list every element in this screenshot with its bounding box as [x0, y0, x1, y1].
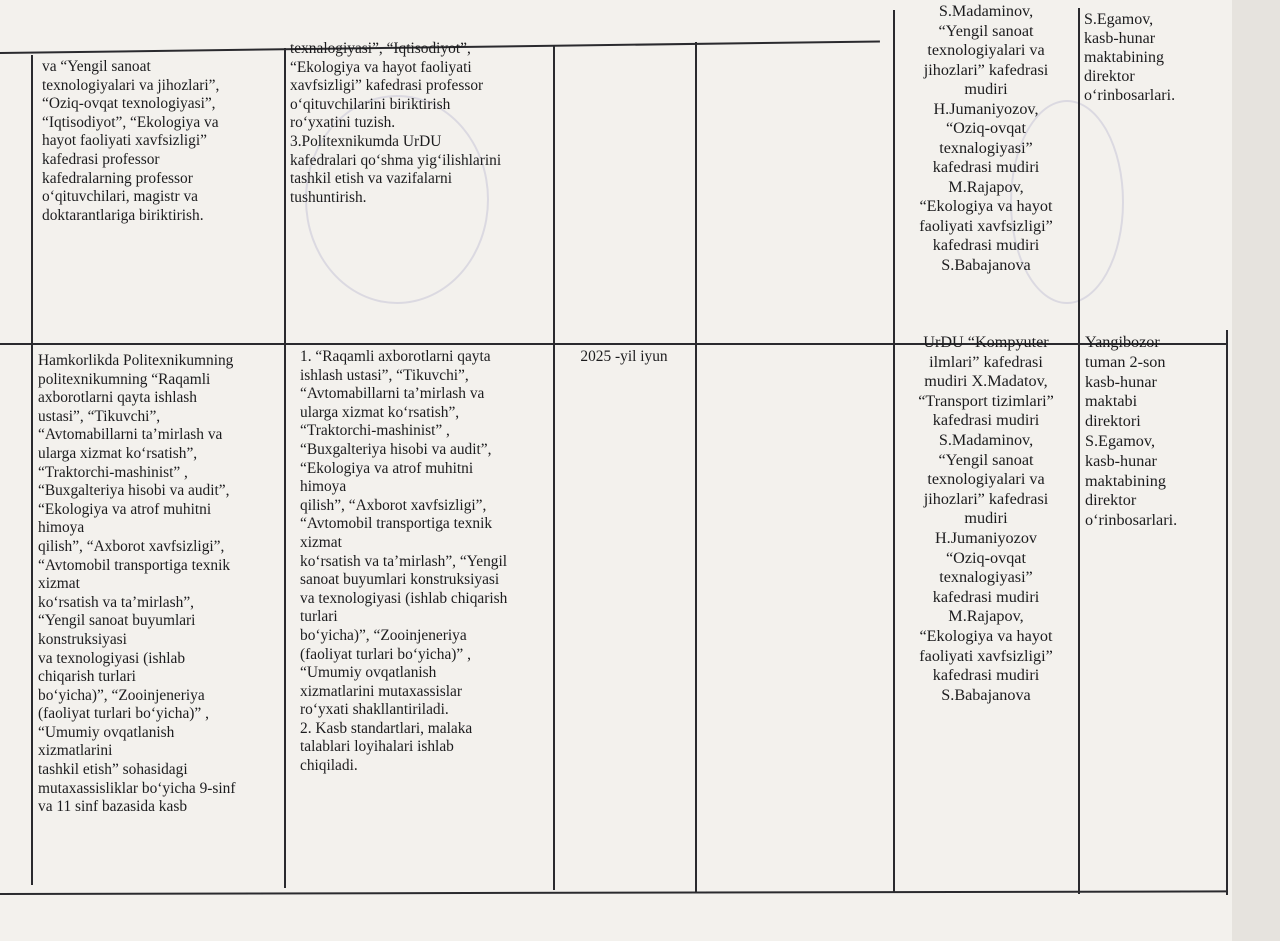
row2-partner: Yangibozor tuman 2-son kasb-hunar maktabi direktori S.Egamov, kasb-hunar maktabining direktor o‘rinbosarlari. [1085, 333, 1178, 530]
table-right-border [1226, 330, 1228, 895]
column-divider [31, 55, 33, 885]
column-divider [553, 45, 555, 890]
column-divider [893, 10, 895, 892]
row1-responsible: S.Madaminov, “Yengil sanoat texnologiyalari va jihozlari” kafedrasi mudiri H.Jumaniyozov, “Oziq-ovqat texnalogiyasi” kafedrasi mudiri M.Rajapov, “Ekologiya va hayot faoliyati xavfsizligi” kafedrasi mudiri S.Babajanova [919, 2, 1053, 274]
column-divider [1078, 8, 1080, 894]
row1-partner: S.Egamov, kasb-hunar maktabining direktor o‘rinbosarlari. [1084, 11, 1176, 104]
row1-actions: texnalogiyasi”, “Iqtisodiyot”, “Ekologiya va hayot faoliyati xavfsizligi” kafedrasi professor o‘qituvchilarini biriktirish ro‘yxatini tuzish. 3.Politexnikumda UrDU kafedralari qo‘shma yig‘ilishlarini tashkil etish va vazifalarni tushuntirish. [290, 40, 502, 206]
row2-deadline: 2025 -yil iyun [580, 348, 668, 365]
row2-actions: 1. “Raqamli axborotlarni qayta ishlash ustasi”, “Tikuvchi”, “Avtomabillarni ta’mirlash va ularga xizmat ko‘rsatish”, “Traktorchi-mashinist” , “Buxgalteriya hisobi va audit”, “Ekologiya va atrof muhitni himoya qilish”, “Axborot xavfsizligi”, “Avtomobil transportiga texnik xizmat ko‘rsatish va ta’mirlash”, “Yengil sanoat buyumlari konstruksiyasi va texnologiyasi (ishlab chiqarish turlari bo‘yicha)”, “Zooinjeneriya (faoliyat turlari bo‘yicha)” , “Umumiy ovqatlanish xizmatlarini mutaxassislar ro‘yxati shakllantiriladi. 2. Kasb standartlari, malaka talablari loyihalari ishlab chiqiladi. [300, 348, 508, 775]
column-divider [695, 42, 697, 892]
row1-task-description: va “Yengil sanoat texnologiyalari va jihozlari”, “Oziq-ovqat texnologiyasi”, “Iqtisodiyot”, “Ekologiya va hayot faoliyati xavfsizligi” kafedrasi professor kafedralarning professor o‘qituvchilari, magistr va doktarantlariga biriktirish. [42, 58, 220, 224]
row2-responsible: UrDU “Kompyuter ilmlari” kafedrasi mudiri X.Madatov, “Transport tizimlari” kafedrasi mudiri S.Madaminov, “Yengil sanoat texnologiyalari va jihozlari” kafedrasi mudiri H.Jumaniyozov “Oziq-ovqat texnalogiyasi” kafedrasi mudiri M.Rajapov, “Ekologiya va hayot faoliyati xavfsizligi” kafedrasi mudiri S.Babajanova [918, 333, 1054, 704]
column-divider [284, 48, 286, 888]
table-bottom-border [0, 890, 1228, 894]
row2-task-description: Hamkorlikda Politexnikumning politexnikumning “Raqamli axborotlarni qayta ishlash ustasi”, “Tikuvchi”, “Avtomabillarni ta’mirlash va ularga xizmat ko‘rsatish”, “Traktorchi-mashinist” , “Buxgalteriya hisobi va audit”, “Ekologiya va atrof muhitni himoya qilish”, “Axborot xavfsizligi”, “Avtomobil transportiga texnik xizmat ko‘rsatish va ta’mirlash”, “Yengil sanoat buyumlari konstruksiyasi va texnologiyasi (ishlab chiqarish turlari bo‘yicha)”, “Zooinjeneriya (faoliyat turlari bo‘yicha)” , “Umumiy ovqatlanish xizmatlarini tashkil etish” sohasidagi mutaxassisliklar bo‘yicha 9-sinf va 11 sinf bazasida kasb [38, 352, 236, 816]
